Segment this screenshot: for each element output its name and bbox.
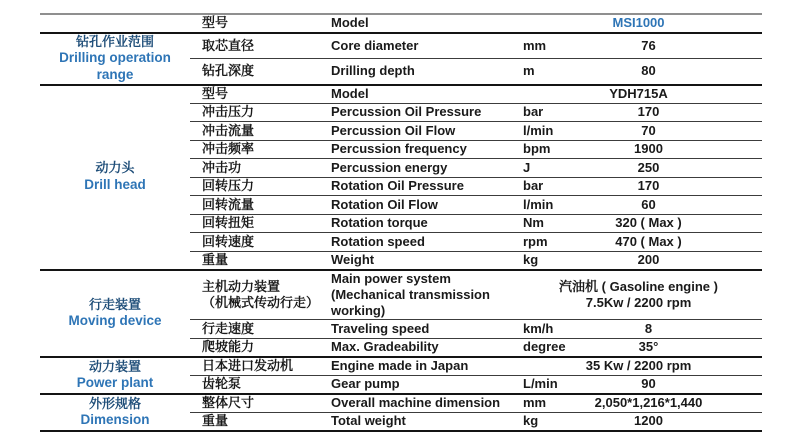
value-cell: 170 [570, 103, 727, 122]
spec-table [40, 13, 762, 432]
param-en-cell: Model [325, 14, 515, 33]
value-cell: 200 [570, 251, 727, 270]
unit-cell: mm [515, 394, 570, 413]
spacer-cell [727, 103, 762, 122]
param-zh-cell: 回转流量 [190, 196, 325, 215]
category-zh-label: 外形规格 [88, 395, 141, 411]
param-zh-cell: 型号 [190, 85, 325, 104]
param-zh-cell: 冲击流量 [190, 122, 325, 141]
cell-text-line: 7.5Kw / 2200 rpm [585, 294, 692, 310]
value-cell: YDH715A [515, 85, 762, 104]
unit-cell: l/min [515, 122, 570, 141]
spacer-cell [727, 338, 762, 357]
unit-cell: Nm [515, 214, 570, 233]
param-zh-cell: 行走速度 [190, 320, 325, 339]
value-cell: 80 [570, 59, 727, 85]
param-zh-cell: 重量 [190, 412, 325, 431]
param-zh-cell: 钻孔深度 [190, 59, 325, 85]
spec-table-body [40, 14, 762, 431]
value-cell: 76 [570, 33, 727, 59]
value-cell: 70 [570, 122, 727, 141]
spacer-cell [727, 33, 762, 59]
param-zh-cell: 爬坡能力 [190, 338, 325, 357]
param-zh-cell: 回转速度 [190, 233, 325, 252]
category-zh-label: 行走装置 [88, 296, 141, 312]
param-en-cell: Engine made in Japan [325, 357, 515, 376]
value-cell: 90 [570, 375, 727, 394]
category-en-label: Drill head [84, 176, 146, 192]
unit-cell: L/min [515, 375, 570, 394]
value-cell: 250 [570, 159, 727, 178]
param-en-cell: Rotation speed [325, 233, 515, 252]
unit-cell: bar [515, 103, 570, 122]
unit-cell: bar [515, 177, 570, 196]
param-en-cell: Traveling speed [325, 320, 515, 339]
param-zh-cell: 回转压力 [190, 177, 325, 196]
param-zh-cell: 冲击功 [190, 159, 325, 178]
param-zh-cell: 齿轮泵 [190, 375, 325, 394]
unit-cell: bpm [515, 140, 570, 159]
cell-text-line: 主机动力装置 [202, 278, 281, 294]
param-zh-cell: 日本进口发动机 [190, 357, 325, 376]
spec-row [40, 357, 762, 376]
category-cell-dimension [40, 394, 190, 431]
value-cell: 170 [570, 177, 727, 196]
spacer-cell [727, 140, 762, 159]
category-zh-label: 钻孔作业范围 [75, 33, 154, 49]
param-zh-cell: 重量 [190, 251, 325, 270]
value-cell: 2,050*1,216*1,440 [570, 394, 727, 413]
spacer-cell [727, 159, 762, 178]
spec-row [40, 394, 762, 413]
value-cell: 60 [570, 196, 727, 215]
unit-cell: kg [515, 412, 570, 431]
value-cell: 35 Kw / 2200 rpm [515, 357, 762, 376]
value-cell: 470 ( Max ) [570, 233, 727, 252]
param-en-cell: Rotation torque [325, 214, 515, 233]
spacer-cell [727, 59, 762, 85]
value-cell [515, 270, 762, 320]
param-zh-cell: 回转扭矩 [190, 214, 325, 233]
param-zh-cell [190, 270, 325, 320]
spacer-cell [727, 196, 762, 215]
param-zh-cell: 整体尺寸 [190, 394, 325, 413]
value-cell: 1200 [570, 412, 727, 431]
cell-text-line: 汽油机 ( Gasoline engine ) [559, 278, 718, 294]
value-cell: MSI1000 [515, 14, 762, 33]
category-en-label: Dimension [80, 411, 150, 427]
spacer-cell [727, 233, 762, 252]
param-en-cell: Percussion energy [325, 159, 515, 178]
param-zh-cell: 取芯直径 [190, 33, 325, 59]
category-cell-empty [40, 14, 190, 33]
value-cell: 1900 [570, 140, 727, 159]
spacer-cell [727, 122, 762, 141]
spec-row [40, 14, 762, 33]
spacer-cell [727, 177, 762, 196]
cell-text-line: (Mechanical transmission working) [331, 286, 490, 318]
spec-row [40, 85, 762, 104]
param-en-cell: Percussion frequency [325, 140, 515, 159]
spacer-cell [727, 251, 762, 270]
unit-cell: l/min [515, 196, 570, 215]
value-cell: 8 [570, 320, 727, 339]
value-cell: 320 ( Max ) [570, 214, 727, 233]
spacer-cell [727, 320, 762, 339]
spacer-cell [727, 375, 762, 394]
param-zh-cell: 型号 [190, 14, 325, 33]
spacer-cell [727, 394, 762, 413]
spec-row [40, 33, 762, 59]
cell-text-line: （机械式传动行走） [202, 294, 320, 310]
param-en-cell: Rotation Oil Pressure [325, 177, 515, 196]
category-cell-power-plant [40, 357, 190, 394]
param-en-cell: Gear pump [325, 375, 515, 394]
value-cell: 35° [570, 338, 727, 357]
param-en-cell [325, 270, 515, 320]
category-en-label: Power plant [76, 374, 154, 390]
param-zh-cell: 冲击频率 [190, 140, 325, 159]
param-en-cell: Core diameter [325, 33, 515, 59]
category-cell-drilling-operation-range [40, 33, 190, 85]
param-en-cell: Model [325, 85, 515, 104]
category-en-label: Drilling operation range [59, 49, 171, 82]
unit-cell: degree [515, 338, 570, 357]
category-en-label: Moving device [68, 312, 162, 328]
param-en-cell: Rotation Oil Flow [325, 196, 515, 215]
param-en-cell: Percussion Oil Flow [325, 122, 515, 141]
param-en-cell: Weight [325, 251, 515, 270]
spacer-cell [727, 412, 762, 431]
param-en-cell: Total weight [325, 412, 515, 431]
category-zh-label: 动力头 [95, 160, 135, 176]
unit-cell: rpm [515, 233, 570, 252]
category-cell-drill-head [40, 85, 190, 270]
spec-row [40, 270, 762, 320]
unit-cell: m [515, 59, 570, 85]
unit-cell: kg [515, 251, 570, 270]
unit-cell: J [515, 159, 570, 178]
spacer-cell [727, 214, 762, 233]
param-zh-cell: 冲击压力 [190, 103, 325, 122]
category-zh-label: 动力装置 [88, 358, 141, 374]
category-cell-moving-device [40, 270, 190, 357]
param-en-cell: Drilling depth [325, 59, 515, 85]
unit-cell: mm [515, 33, 570, 59]
unit-cell: km/h [515, 320, 570, 339]
param-en-cell: Overall machine dimension [325, 394, 515, 413]
param-en-cell: Max. Gradeability [325, 338, 515, 357]
cell-text-line: Main power system [331, 270, 451, 286]
param-en-cell: Percussion Oil Pressure [325, 103, 515, 122]
